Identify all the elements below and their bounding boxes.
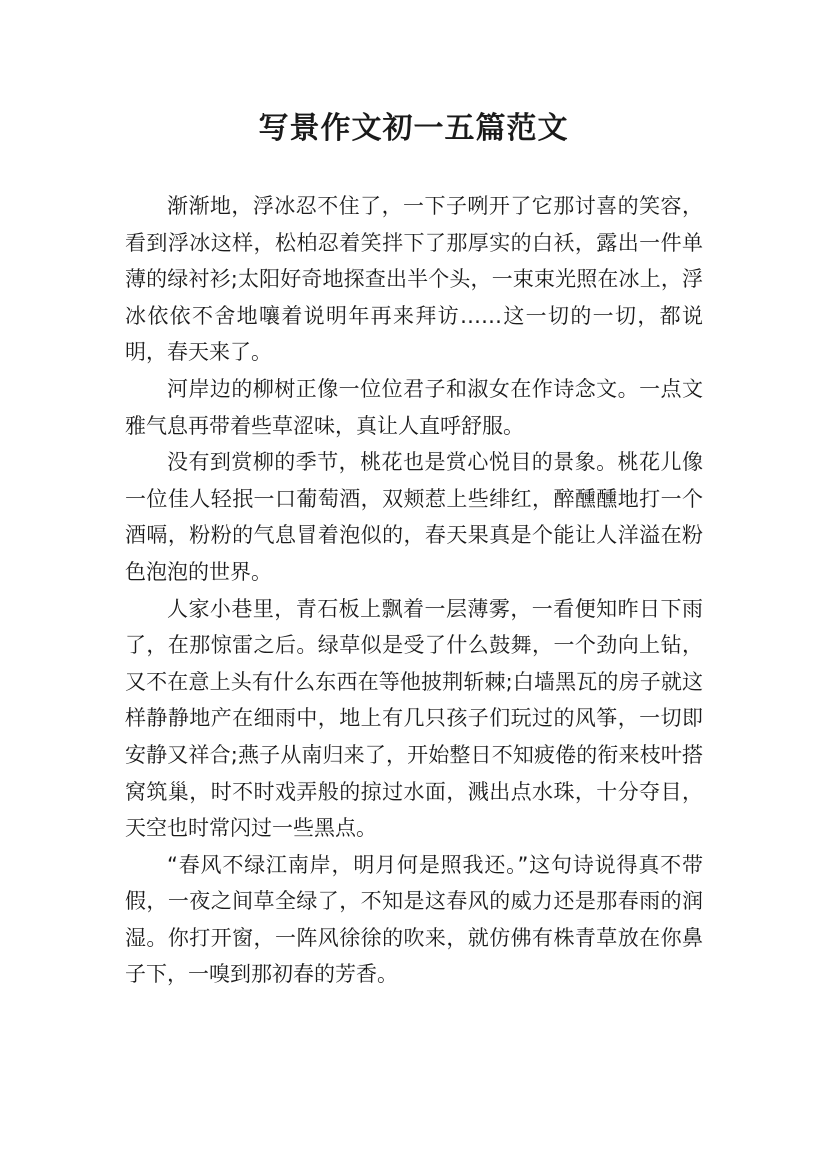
paragraph-2: 河岸边的柳树正像一位位君子和淑女在作诗念文。一点文雅气息再带着些草涩味，真让人直呼舒服。 (125, 376, 703, 438)
paragraph-4: 人家小巷里，青石板上飘着一层薄雾，一看便知昨日下雨了，在那惊雷之后。绿草似是受了什么鼓舞，一个劲向上钻，又不在意上头有什么东西在等他披荆斩棘;白墙黑瓦的房子就这样静静地产在细雨中，地上有几只孩子们玩过的风筝，一切即安静又祥合;燕子从南归来了，开始整日不知疲倦的衔来枝叶搭窝筑巢，时不时戏弄般的掠过水面，溅出点水珠，十分夺目，天空也时常闪过一些黑点。 (125, 596, 703, 841)
paragraph-1: 渐渐地，浮冰忍不住了，一下子咧开了它那讨喜的笑容，看到浮冰这样，松柏忍着笑拌下了那厚实的白袄，露出一件单薄的绿衬衫;太阳好奇地探查出半个头，一束束光照在冰上，浮冰依依不舍地嚷着说明年再来拜访……这一切的一切，都说明，春天来了。 (125, 194, 703, 365)
document-body (125, 188, 703, 993)
document-title: 写景作文初一五篇范文 (258, 111, 569, 146)
paragraph-5: “春风不绿江南岸，明月何是照我还。”这句诗说得真不带假，一夜之间草全绿了，不知是这春风的威力还是那春雨的润湿。你打开窗，一阵风徐徐的吹来，就仿佛有株青草放在你鼻子下，一嗅到那初春的芳香。 (125, 852, 703, 987)
paragraph-3: 没有到赏柳的季节，桃花也是赏心悦目的景象。桃花儿像一位佳人轻抿一口葡萄酒，双颊惹上些绯红，醉醺醺地打一个酒嗝，粉粉的气息冒着泡似的，春天果真是个能让人洋溢在粉色泡泡的世界。 (125, 450, 703, 584)
